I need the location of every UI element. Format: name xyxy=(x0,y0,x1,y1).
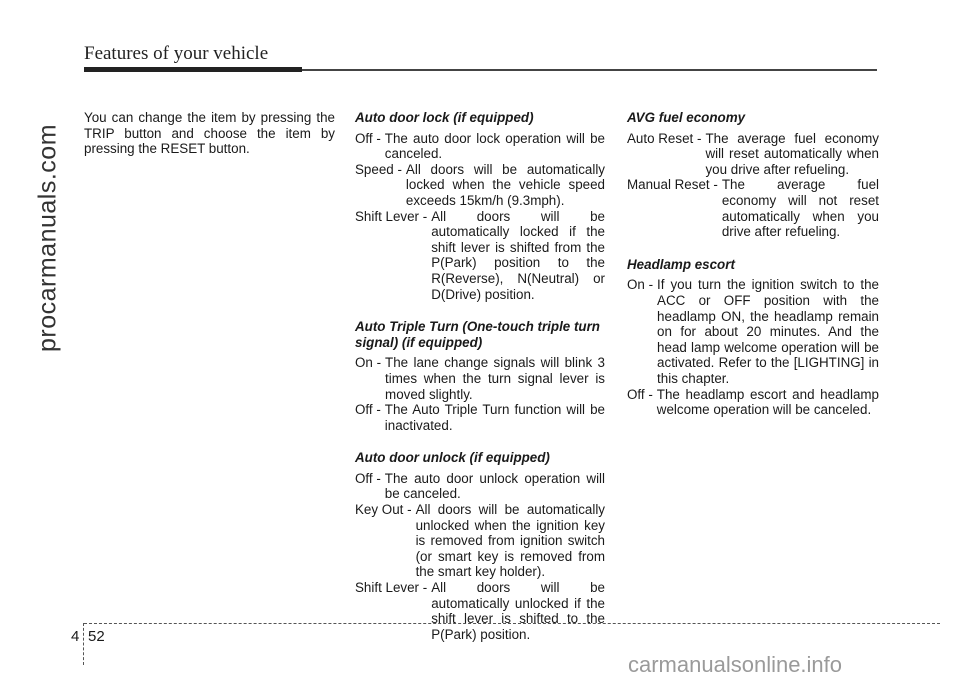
section-title: AVG fuel economy xyxy=(627,110,746,125)
list-item xyxy=(355,502,605,580)
item-desc: All doors will be automatically locked if the shift lever is shifted from the P(Park) position to the R(Reverse), N(Neutral) or D(Drive) position. xyxy=(431,208,605,302)
footer-divider xyxy=(83,623,84,665)
intro-paragraph: You can change the item by pressing the TRIP button and choose the item by pressing the RESET button. xyxy=(84,110,335,157)
section-auto-triple-turn xyxy=(355,319,605,433)
section-title: Auto Triple Turn (One-touch triple turn signal) (if equipped) xyxy=(355,319,600,350)
item-term: Off - xyxy=(355,470,381,486)
header-rule xyxy=(302,69,877,71)
item-term: Key Out - xyxy=(355,502,412,518)
list-item xyxy=(355,355,605,402)
chapter-number: 4 xyxy=(71,628,80,645)
item-term: Auto Reset - xyxy=(627,130,702,146)
column-3 xyxy=(627,110,879,435)
item-term: Off - xyxy=(627,386,653,402)
section-auto-door-unlock xyxy=(355,450,605,642)
footer-rule xyxy=(84,623,940,624)
list-item xyxy=(355,471,605,502)
item-desc: The Auto Triple Turn function will be inactivated. xyxy=(384,402,605,433)
list-item xyxy=(355,209,605,303)
item-term: Shift Lever - xyxy=(355,208,428,224)
item-desc: The lane change signals will blink 3 times when the turn signal lever is moved slightly. xyxy=(385,355,605,402)
item-term: Speed - xyxy=(355,161,402,177)
list-item xyxy=(355,402,605,433)
item-desc: The auto door lock operation will be canceled. xyxy=(384,130,605,162)
item-desc: All doors will be automatically locked when the vehicle speed exceeds 15km/h (9.3mph). xyxy=(405,161,605,208)
section-title: Auto door unlock (if equipped) xyxy=(355,450,550,466)
list-item xyxy=(355,162,605,209)
item-desc: The headlamp escort and headlamp welcome operation will be canceled. xyxy=(656,386,879,418)
item-term: Off - xyxy=(355,130,381,146)
item-term: On - xyxy=(627,277,654,293)
section-title: Headlamp escort xyxy=(627,256,735,272)
item-desc: The average fuel economy will not reset automatically when you drive after refueling. xyxy=(721,177,879,240)
section-title: Auto door lock (if equipped) xyxy=(355,110,534,125)
section-avg-fuel-economy xyxy=(627,110,879,240)
column-2 xyxy=(355,110,605,659)
section-headlamp-escort xyxy=(627,257,879,418)
list-item xyxy=(627,177,879,239)
item-desc: The auto door unlock operation will be canceled. xyxy=(384,470,605,502)
item-desc: All doors will be automatically unlocked if the shift lever is shifted to the P(Park) position. xyxy=(431,580,605,642)
header-bar xyxy=(84,67,302,72)
item-term: Manual Reset - xyxy=(627,177,718,193)
item-desc: All doors will be automatically unlocked when the ignition key is removed from ignition switch (or smart key is removed from the smart key holder). xyxy=(415,502,605,580)
item-desc: If you turn the ignition switch to the ACC or OFF position with the headlamp ON, the headlamp remain on for about 20 minutes. And the head lamp welcome operation will be activated. Refer to the [LIGHTING] in this chapter. xyxy=(657,277,879,386)
side-watermark-text: procarmanuals.com xyxy=(33,123,62,353)
page-number: 52 xyxy=(88,628,105,645)
item-term: Off - xyxy=(355,402,381,418)
page-header-title: Features of your vehicle xyxy=(84,43,269,64)
bottom-watermark: carmanualsonline.info xyxy=(628,652,843,677)
item-desc: The average fuel economy will reset automatically when you drive after refueling. xyxy=(705,130,879,177)
section-auto-door-lock xyxy=(355,110,605,302)
list-item xyxy=(355,580,605,642)
list-item xyxy=(627,131,879,178)
list-item xyxy=(355,131,605,162)
list-item xyxy=(627,277,879,386)
list-item xyxy=(627,387,879,418)
column-1 xyxy=(84,110,335,157)
item-term: On - xyxy=(355,355,382,371)
item-term: Shift Lever - xyxy=(355,580,428,596)
